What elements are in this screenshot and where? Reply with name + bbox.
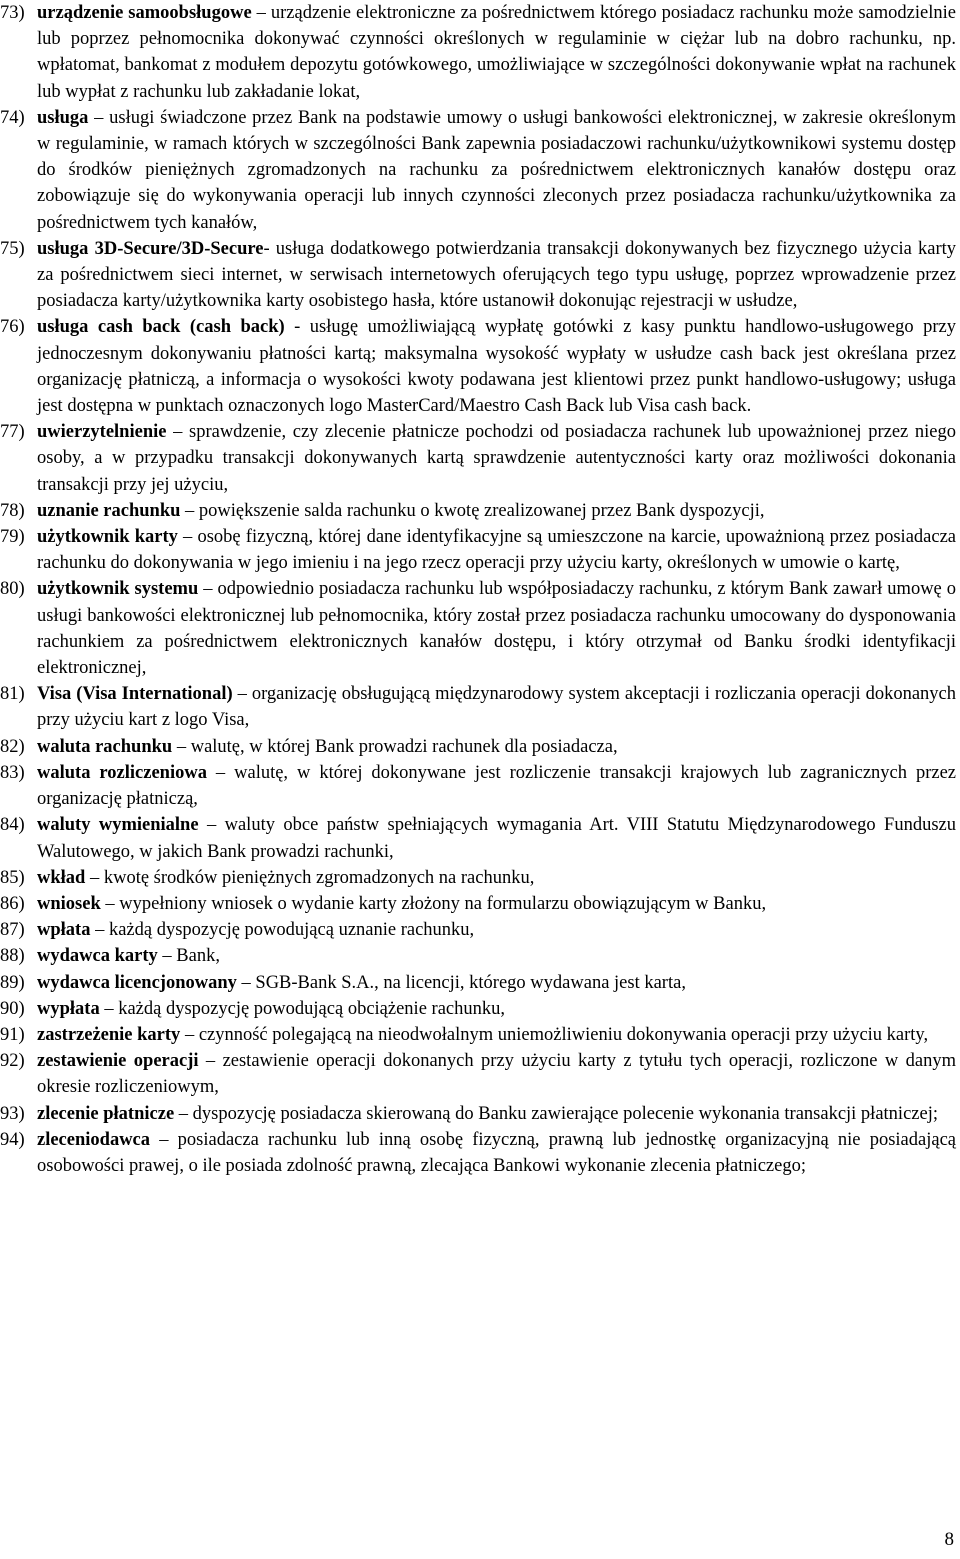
definition-term: usługa	[37, 107, 89, 128]
definition-text: – kwotę środków pieniężnych zgromadzonych na rachunku,	[85, 867, 535, 888]
definition-text: – posiadacza rachunku lub inną osobę fizyczną, prawną lub jednostkę organizacyjną nie posiadającą osobowości prawej, o ile posiada zdolność prawną, zlecająca Bankowi wykonanie zlecenia płatniczego;	[37, 1129, 956, 1176]
definition-number: 83)	[0, 762, 25, 783]
definition-item	[0, 1048, 956, 1100]
definition-term: wpłata	[37, 920, 91, 941]
definition-term: uznanie rachunku	[37, 500, 181, 521]
definition-term: zestawienie operacji	[37, 1051, 199, 1072]
definition-number: 84)	[0, 815, 25, 836]
definition-item	[0, 1022, 956, 1048]
definition-text: – SGB-Bank S.A., na licencji, którego wydawana jest karta,	[236, 972, 686, 993]
definition-number: 78)	[0, 500, 25, 521]
definition-text: – waluty obce państw spełniających wymagania Art. VIII Statutu Międzynarodowego Funduszu Walutowego, w jakich Bank prowadzi rachunki,	[37, 815, 956, 862]
definition-text: - usługa dodatkowego potwierdzania transakcji dokonywanych bez fizycznego użycia karty za pośrednictwem sieci internet, w serwisach internetowych oferujących tego typu usługę, poprzez wprowadzenie przez posiadacza karty/użytkownika karty osobistego hasła, które ustanowił dokonując rejestracji w usłudze,	[37, 238, 956, 312]
definition-number: 88)	[0, 946, 25, 967]
definition-text: – odpowiednio posiadacza rachunku lub współposiadaczy rachunku, z którym Bank zawarł umowę o usługi bankowości elektronicznej lub pełnomocnika, który został przez posiadacza rachunku umocowany do dysponowania rachunkiem za pośrednictwem elektronicznych kanałów dostępu, i który otrzymał od Banku środki identyfikacji elektronicznej,	[37, 579, 956, 679]
definition-text: – organizację obsługującą międzynarodowy system akceptacji i rozliczania operacji dokonanych przy użyciu kart z logo Visa,	[37, 684, 956, 731]
definition-text: – walutę, w której dokonywane jest rozliczenie transakcji krajowych lub zagranicznych przez organizację płatniczą,	[37, 762, 956, 810]
definition-number: 76)	[0, 317, 25, 338]
definition-item	[0, 734, 956, 760]
definition-item	[0, 970, 956, 996]
definition-item	[0, 498, 956, 524]
definition-number: 87)	[0, 920, 25, 941]
definition-number: 74)	[0, 107, 25, 128]
definition-term: wypłata	[37, 998, 100, 1019]
definition-text: – wypełniony wniosek o wydanie karty złożony na formularzu obowiązującym w Banku,	[100, 893, 767, 914]
definition-item	[0, 105, 956, 236]
definition-text: – czynność polegającą na nieodwołalnym uniemożliwieniu dokonywania operacji przy użyciu karty,	[180, 1024, 929, 1045]
definition-item	[0, 1127, 956, 1179]
definition-text: – sprawdzenie, czy zlecenie płatnicze pochodzi od posiadacza rachunek lub upoważnionej przez niego osoby, a w przypadku transakcji dokonywanych kartą sprawdzenie autentyczności karty oraz możliwości dokonania transakcji przy jej użyciu,	[37, 422, 956, 495]
definition-text: – Bank,	[157, 946, 220, 967]
definition-item	[0, 314, 956, 419]
definition-number: 93)	[0, 1103, 25, 1124]
definition-term: uwierzytelnienie	[37, 422, 167, 443]
definition-text: – każdą dyspozycję powodującą obciążenie rachunku,	[99, 998, 505, 1019]
definition-text: – usługi świadczone przez Bank na podstawie umowy o usługi bankowości elektronicznej, w zakresie określonym w regulaminie, w ramach których w szczególności Bank zapewnia posiadaczowi rachunku/użytkownikowi systemu dostęp do środków pieniężnych zgromadzonych na rachunku za pośrednictwem elektronicznych kanałów dostępu oraz zobowiązuje się do wykonywania operacji lub innych czynności zleconych przez posiadacza rachunku/użytkownika za pośrednictwem tych kanałów,	[37, 107, 956, 233]
definition-item	[0, 996, 956, 1022]
definition-item	[0, 760, 956, 812]
definition-item	[0, 943, 956, 969]
definition-term: użytkownik karty	[37, 527, 178, 548]
definition-term: wydawca karty	[37, 946, 158, 967]
definition-term: waluty wymienialne	[37, 815, 199, 836]
definition-term: wniosek	[37, 893, 101, 914]
definition-text: – urządzenie elektroniczne za pośrednictwem którego posiadacz rachunku może samodzielnie lub poprzez pełnomocnika dokonywać czynności określonych w regulaminie w ciężar lub na dobro rachunku, np. wpłatomat, bankomat z modułem depozytu gotówkowego, umożliwiające w szczególności dokonywanie wpłat na rachunek lub wypłat z rachunku lub zakładanie lokat,	[37, 3, 956, 102]
definition-term: zleceniodawca	[37, 1129, 151, 1150]
definition-text: - usługę umożliwiającą wypłatę gotówki z kasy punktu handlowo-usługowego przy jednoczesnym dokonywaniu płatności kartą; maksymalna wysokość wypłaty w usłudze cash back jest określana przez organizację płatniczą, a informacja o wysokości kwoty podawana jest klientowi przez punkt handlowo-usługowy; usługa jest dostępna w punktach oznaczonych logo MasterCard/Maestro Cash Back lub Visa cash back.	[37, 317, 956, 417]
definition-number: 80)	[0, 579, 25, 600]
definition-item	[0, 419, 956, 498]
definition-number: 81)	[0, 684, 25, 705]
definition-number: 82)	[0, 736, 25, 757]
definition-number: 94)	[0, 1129, 25, 1150]
definition-item	[0, 891, 956, 917]
definition-item	[0, 681, 956, 733]
definition-number: 77)	[0, 422, 25, 443]
definition-text: – każdą dyspozycję powodującą uznanie rachunku,	[90, 920, 475, 941]
definition-term: Visa (Visa International)	[37, 684, 233, 705]
definition-term: waluta rachunku	[37, 736, 173, 757]
definition-term: usługa cash back (cash back)	[37, 317, 285, 338]
definition-term: użytkownik systemu	[37, 579, 199, 600]
definition-term: zastrzeżenie karty	[37, 1024, 181, 1045]
definition-item	[0, 524, 956, 576]
definition-number: 75)	[0, 238, 25, 259]
definition-item	[0, 576, 956, 681]
definition-text: – dyspozycję posiadacza skierowaną do Banku zawierające polecenie wykonania transakcji płatniczej;	[174, 1103, 938, 1124]
definition-term: wydawca licencjonowany	[37, 972, 237, 993]
definition-number: 91)	[0, 1024, 25, 1045]
definition-term: urządzenie samoobsługowe	[37, 3, 252, 23]
definition-item	[0, 1101, 956, 1127]
definition-term: waluta rozliczeniowa	[37, 762, 207, 783]
definition-term: wkład	[37, 867, 86, 888]
definition-item	[0, 236, 956, 315]
definition-item	[0, 0, 956, 105]
definition-number: 90)	[0, 998, 25, 1019]
definition-number: 89)	[0, 972, 25, 993]
definition-number: 92)	[0, 1051, 25, 1072]
definition-number: 86)	[0, 893, 25, 914]
definition-item	[0, 812, 956, 864]
definition-number: 85)	[0, 867, 25, 888]
definition-text: – osobę fizyczną, której dane identyfikacyjne są umieszczone na karcie, upoważnioną przez posiadacza rachunku do dokonywania w jego imieniu i na jego rzecz operacji przy użyciu karty, określonych w umowie o kartę,	[37, 527, 956, 574]
definition-term: zlecenie płatnicze	[37, 1103, 175, 1124]
definition-number: 79)	[0, 527, 25, 548]
definition-text: – zestawienie operacji dokonanych przy użyciu karty z tytułu tych operacji, rozliczone w danym okresie rozliczeniowym,	[37, 1051, 957, 1098]
page-number: 8	[944, 1528, 954, 1550]
definition-term: usługa 3D-Secure/3D-Secure	[37, 238, 264, 259]
definition-item	[0, 865, 956, 891]
definition-text: – walutę, w której Bank prowadzi rachunek dla posiadacza,	[172, 736, 618, 757]
definition-number: 73)	[0, 3, 25, 23]
definition-item	[0, 917, 956, 943]
definition-text: – powiększenie salda rachunku o kwotę zrealizowanej przez Bank dyspozycji,	[180, 500, 765, 521]
